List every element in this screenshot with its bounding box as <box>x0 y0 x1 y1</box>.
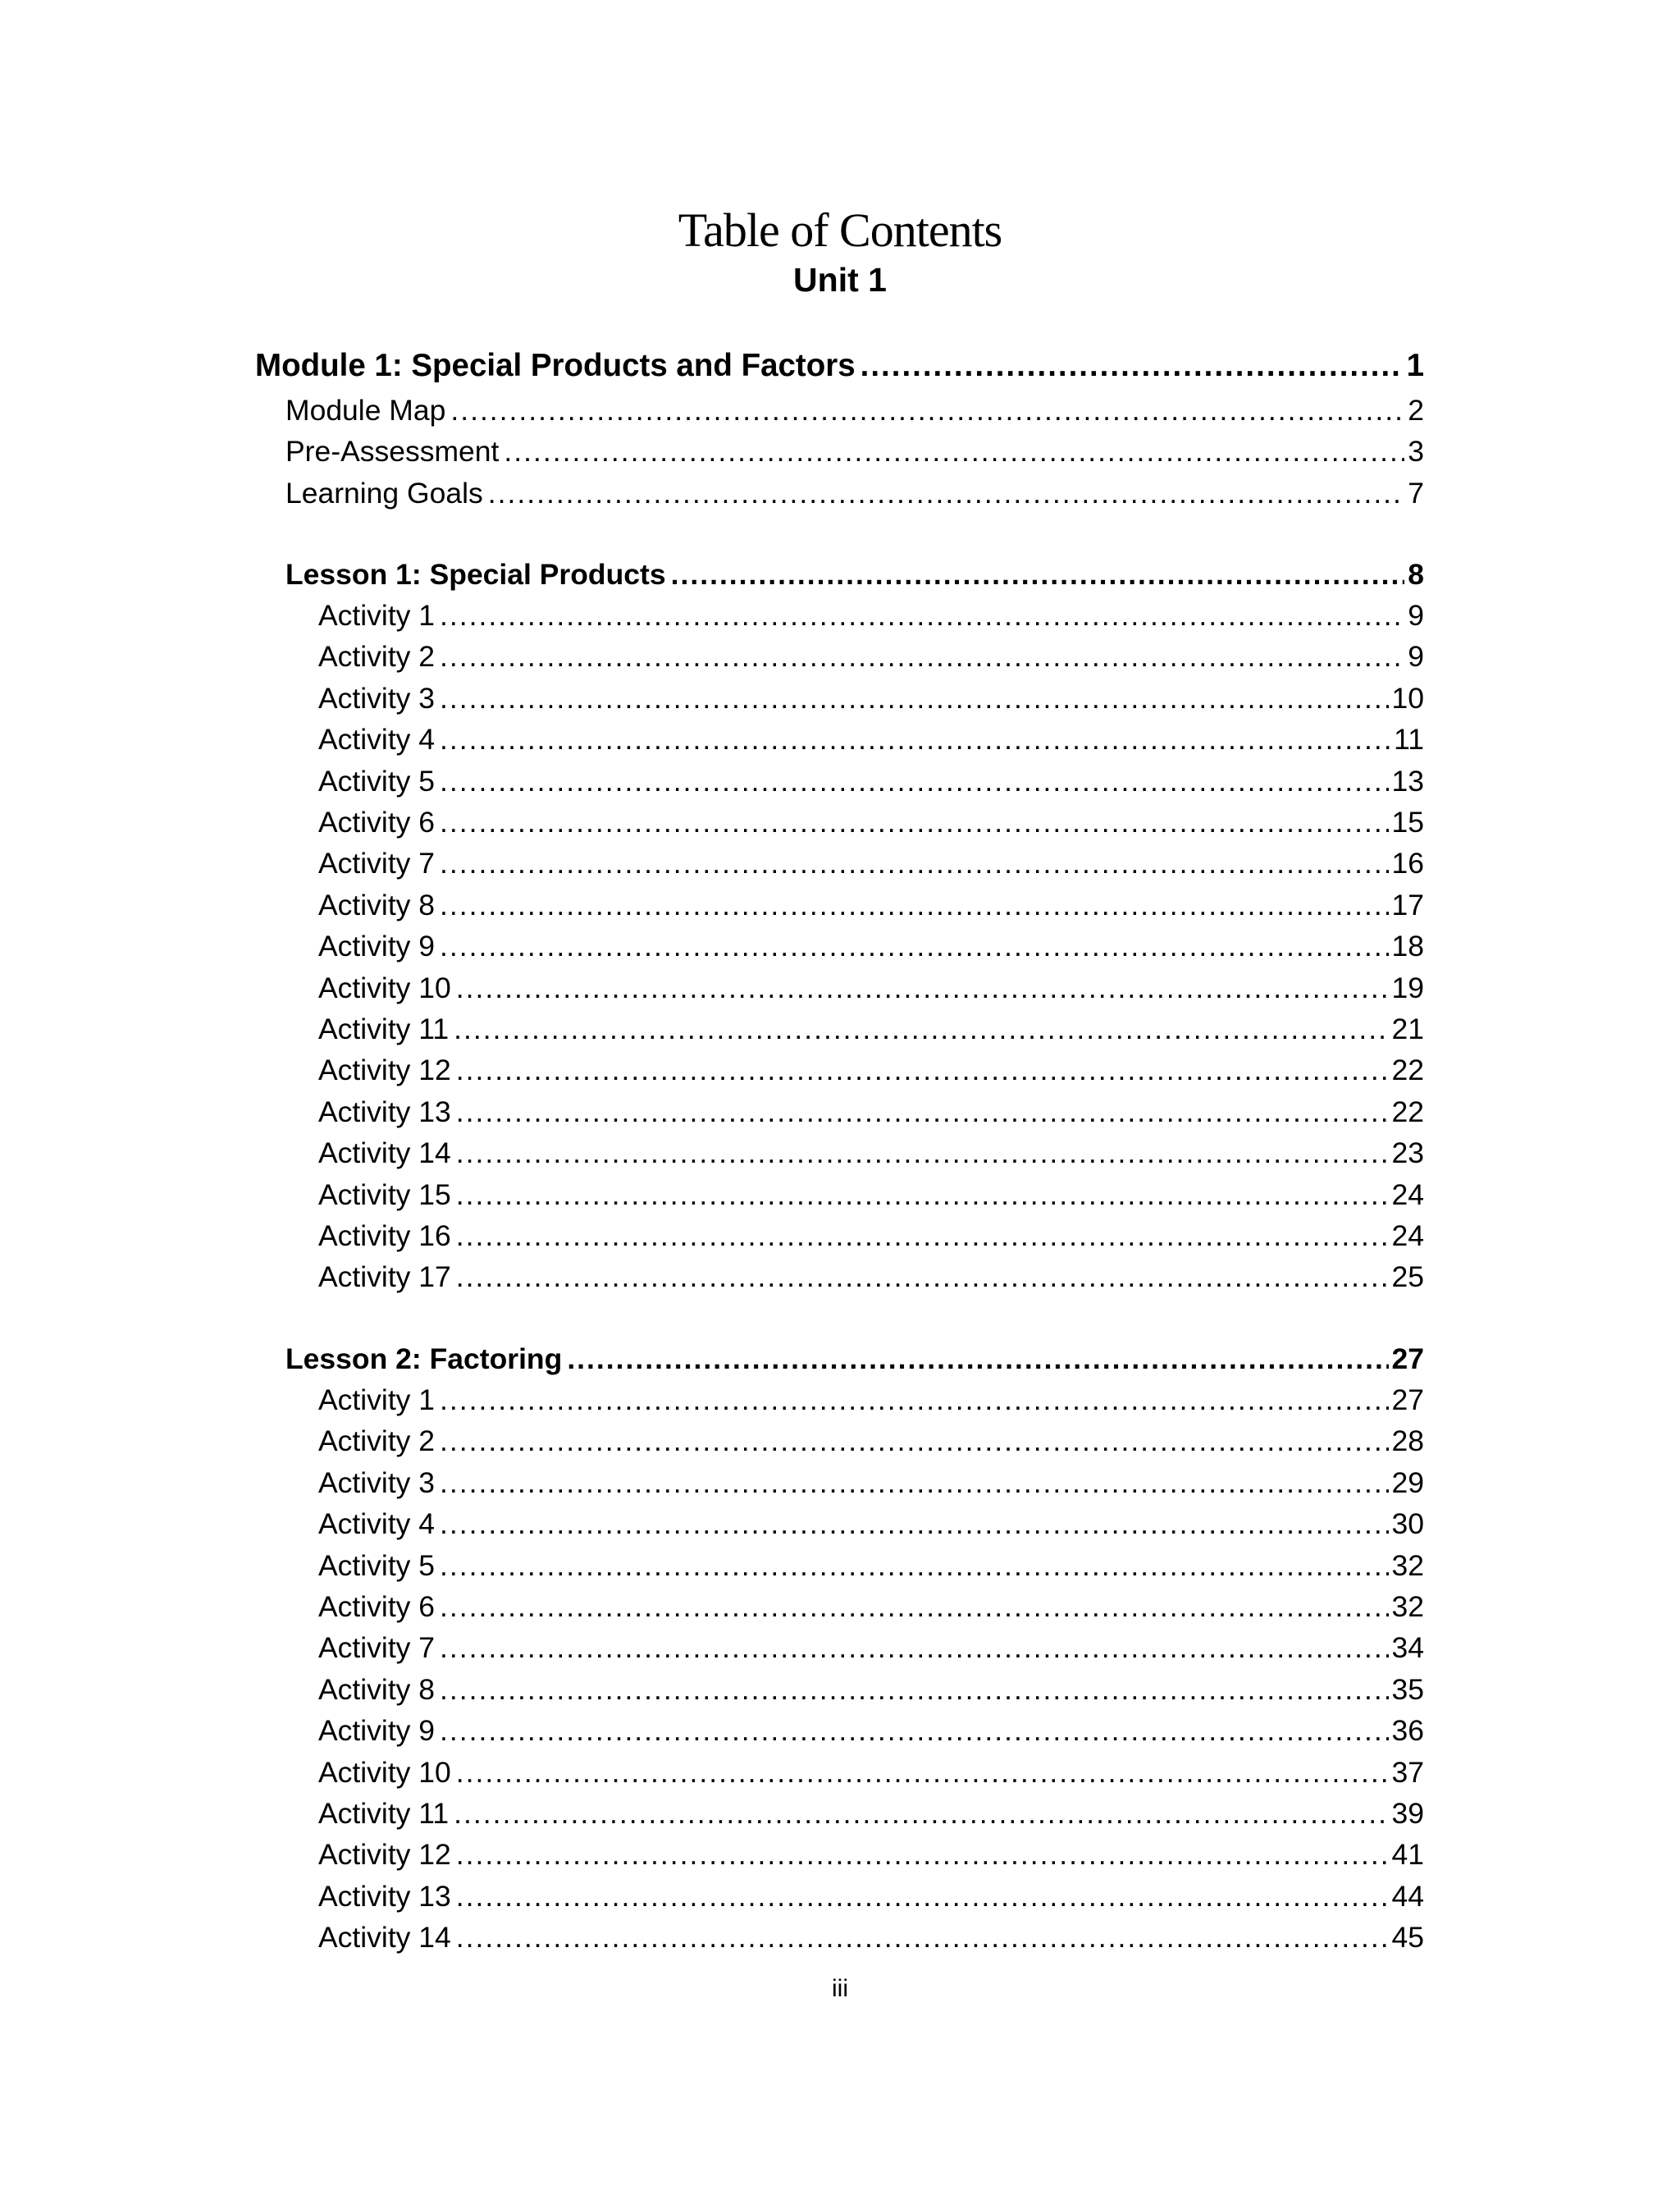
toc-entry-page: 32 <box>1391 1548 1424 1582</box>
toc-entry-label: Activity 9 <box>318 1714 436 1748</box>
toc-entry-label: Activity 5 <box>318 764 436 798</box>
toc-activity-entry[interactable] <box>318 968 1424 1008</box>
toc-entry-page: 9 <box>1408 640 1424 674</box>
toc-activity-entry[interactable] <box>318 679 1424 718</box>
toc-entry-page: 24 <box>1391 1177 1424 1211</box>
toc-entry-label: Activity 7 <box>318 847 436 880</box>
toc-entry-label: Activity 11 <box>318 1013 450 1045</box>
toc-activity-entry[interactable] <box>318 1628 1424 1667</box>
dot-leader <box>440 1504 1388 1543</box>
toc-entry-page: 8 <box>1408 558 1424 591</box>
dot-leader <box>440 885 1388 925</box>
dot-leader <box>504 432 1404 471</box>
toc-activity-entry[interactable] <box>318 1463 1424 1502</box>
toc-activity-entry[interactable] <box>318 802 1424 842</box>
toc-entry-label: Activity 13 <box>318 1095 451 1128</box>
toc-entry-label: Activity 13 <box>318 1879 451 1913</box>
toc-entry-page: 10 <box>1391 681 1424 715</box>
toc-entry-page: 2 <box>1408 394 1424 427</box>
toc-entry-page: 35 <box>1391 1672 1424 1706</box>
toc-activity-entry[interactable] <box>318 1835 1424 1874</box>
toc-entry-page: 41 <box>1391 1838 1424 1872</box>
toc-entry-page: 1 <box>1406 348 1424 383</box>
toc-module-entry[interactable] <box>255 345 1424 387</box>
toc-entry-label: Module 1: Special Products and Factors <box>255 348 856 383</box>
toc-entry-page: 22 <box>1391 1054 1424 1087</box>
toc-entry-page: 21 <box>1391 1013 1424 1045</box>
toc-entry-page: 32 <box>1391 1590 1424 1623</box>
toc-entry-page: 24 <box>1391 1219 1424 1252</box>
toc-activity-entry[interactable] <box>318 1546 1424 1585</box>
toc-activity-entry[interactable] <box>318 926 1424 966</box>
dot-leader <box>440 1587 1388 1626</box>
toc-activity-entry[interactable] <box>318 1421 1424 1461</box>
dot-leader <box>440 1380 1388 1420</box>
toc-entry-page: 45 <box>1391 1921 1424 1955</box>
toc-activity-entry[interactable] <box>318 1133 1424 1173</box>
toc-entry-page: 17 <box>1391 888 1424 921</box>
toc-entry-label: Pre-Assessment <box>285 435 500 469</box>
toc-entry-page: 13 <box>1391 764 1424 798</box>
dot-leader <box>440 596 1404 635</box>
toc-entry-label: Activity 12 <box>318 1054 451 1087</box>
toc-entry-page: 44 <box>1391 1879 1424 1913</box>
dot-leader <box>450 391 1404 430</box>
toc-activity-entry[interactable] <box>318 596 1424 635</box>
toc-activity-entry[interactable] <box>318 1711 1424 1750</box>
page-title: Table of Contents <box>678 203 1002 257</box>
dot-leader <box>454 1794 1388 1833</box>
toc-entry-page: 9 <box>1408 599 1424 632</box>
dot-leader <box>456 1092 1389 1132</box>
dot-leader <box>456 1050 1389 1090</box>
toc-entry-page: 7 <box>1408 476 1424 510</box>
toc-lesson-entry[interactable] <box>285 1339 1424 1378</box>
dot-leader <box>456 1216 1389 1255</box>
toc-entry-page: 23 <box>1391 1136 1424 1170</box>
toc-activity-entry[interactable] <box>318 1504 1424 1543</box>
dot-leader <box>440 637 1404 676</box>
toc-activity-entry[interactable] <box>318 1753 1424 1792</box>
toc-module-item[interactable] <box>285 473 1424 513</box>
toc-entry-page: 28 <box>1391 1424 1424 1458</box>
dot-leader <box>456 1133 1389 1173</box>
toc-entry-label: Activity 4 <box>318 1507 436 1541</box>
toc-entry-label: Activity 17 <box>318 1260 451 1294</box>
dot-leader <box>456 968 1389 1008</box>
dot-leader <box>440 1463 1388 1502</box>
toc-activity-entry[interactable] <box>318 1794 1424 1833</box>
toc-module-item[interactable] <box>285 391 1424 430</box>
toc-entry-label: Activity 6 <box>318 806 436 839</box>
toc-activity-entry[interactable] <box>318 1216 1424 1255</box>
toc-entry-label: Activity 8 <box>318 1672 436 1706</box>
toc-entry-label: Activity 1 <box>318 1383 436 1416</box>
toc-entry-label: Activity 14 <box>318 1136 451 1170</box>
dot-leader <box>440 720 1390 759</box>
toc-entry-page: 39 <box>1391 1797 1424 1830</box>
toc-entry-page: 27 <box>1391 1383 1424 1416</box>
dot-leader <box>440 844 1388 883</box>
toc-entry-label: Activity 15 <box>318 1177 451 1211</box>
toc-entry-page: 18 <box>1391 930 1424 963</box>
toc-activity-entry[interactable] <box>318 1877 1424 1916</box>
toc-entry-page: 30 <box>1391 1507 1424 1541</box>
toc-module-item[interactable] <box>285 432 1424 471</box>
dot-leader <box>456 1877 1389 1916</box>
toc-entry-page: 15 <box>1391 806 1424 839</box>
toc-entry-label: Activity 2 <box>318 1424 436 1458</box>
toc-entry-label: Activity 4 <box>318 723 436 757</box>
toc-lesson-entry[interactable] <box>285 555 1424 594</box>
toc-entry-label: Lesson 1: Special Products <box>285 558 666 591</box>
dot-leader <box>456 1175 1389 1214</box>
toc-entry-page: 36 <box>1391 1714 1424 1748</box>
toc-entry-label: Activity 12 <box>318 1838 451 1872</box>
dot-leader <box>440 679 1388 718</box>
dot-leader <box>440 1546 1388 1585</box>
toc-entry-page: 11 <box>1394 723 1424 757</box>
toc-activity-entry[interactable] <box>318 1175 1424 1214</box>
toc-entry-label: Activity 1 <box>318 599 436 632</box>
toc-activity-entry[interactable] <box>318 637 1424 676</box>
toc-activity-entry[interactable] <box>318 1587 1424 1626</box>
toc-entry-label: Activity 14 <box>318 1921 451 1955</box>
dot-leader <box>440 1711 1388 1750</box>
dot-leader <box>456 1257 1389 1296</box>
dot-leader <box>488 473 1404 513</box>
dot-leader <box>440 761 1388 801</box>
toc-activity-entry[interactable] <box>318 1670 1424 1709</box>
toc-entry-label: Activity 8 <box>318 888 436 921</box>
toc-entry-label: Activity 6 <box>318 1590 436 1623</box>
toc-activity-entry[interactable] <box>318 720 1424 759</box>
toc-entry-label: Lesson 2: Factoring <box>285 1342 563 1375</box>
toc-entry-label: Activity 7 <box>318 1631 436 1665</box>
toc-entry-label: Activity 3 <box>318 1465 436 1499</box>
dot-leader <box>456 1835 1389 1874</box>
toc-entry-label: Module Map <box>285 394 446 427</box>
toc-entry-label: Activity 11 <box>318 1797 450 1830</box>
toc-entry-label: Activity 9 <box>318 930 436 963</box>
dot-leader <box>456 1918 1389 1957</box>
toc-activity-entry[interactable] <box>318 1009 1424 1049</box>
dot-leader <box>671 555 1405 594</box>
toc-entry-page: 16 <box>1391 847 1424 880</box>
page-number: iii <box>832 1975 848 2002</box>
unit-title: Unit 1 <box>793 261 887 299</box>
toc-entry-label: Activity 10 <box>318 971 451 1004</box>
dot-leader <box>456 1753 1389 1792</box>
dot-leader <box>440 1628 1388 1667</box>
dot-leader <box>454 1009 1388 1049</box>
toc-activity-entry[interactable] <box>318 1050 1424 1090</box>
toc-entry-label: Activity 3 <box>318 681 436 715</box>
dot-leader <box>440 1421 1388 1461</box>
toc-entry-page: 34 <box>1391 1631 1424 1665</box>
dot-leader <box>440 926 1388 966</box>
toc-activity-entry[interactable] <box>318 885 1424 925</box>
toc-entry-label: Activity 16 <box>318 1219 451 1252</box>
toc-activity-entry[interactable] <box>318 1918 1424 1957</box>
toc-activity-entry[interactable] <box>318 761 1424 801</box>
toc-entry-page: 19 <box>1391 971 1424 1004</box>
toc-entry-page: 22 <box>1391 1095 1424 1128</box>
toc-activity-entry[interactable] <box>318 1092 1424 1132</box>
toc-entry-label: Learning Goals <box>285 476 483 510</box>
toc-entry-label: Activity 10 <box>318 1755 451 1789</box>
toc-entry-label: Activity 2 <box>318 640 436 674</box>
toc-activity-entry[interactable] <box>318 1257 1424 1296</box>
dot-leader <box>440 802 1388 842</box>
toc-entry-page: 3 <box>1408 435 1424 469</box>
toc-entry-page: 25 <box>1391 1260 1424 1294</box>
dot-leader <box>567 1339 1388 1378</box>
toc-activity-entry[interactable] <box>318 844 1424 883</box>
toc-entry-page: 27 <box>1391 1342 1424 1375</box>
toc-entry-page: 29 <box>1391 1465 1424 1499</box>
toc-entry-page: 37 <box>1391 1755 1424 1789</box>
toc-entry-label: Activity 5 <box>318 1548 436 1582</box>
toc-activity-entry[interactable] <box>318 1380 1424 1420</box>
dot-leader <box>440 1670 1388 1709</box>
dot-leader <box>861 345 1404 387</box>
